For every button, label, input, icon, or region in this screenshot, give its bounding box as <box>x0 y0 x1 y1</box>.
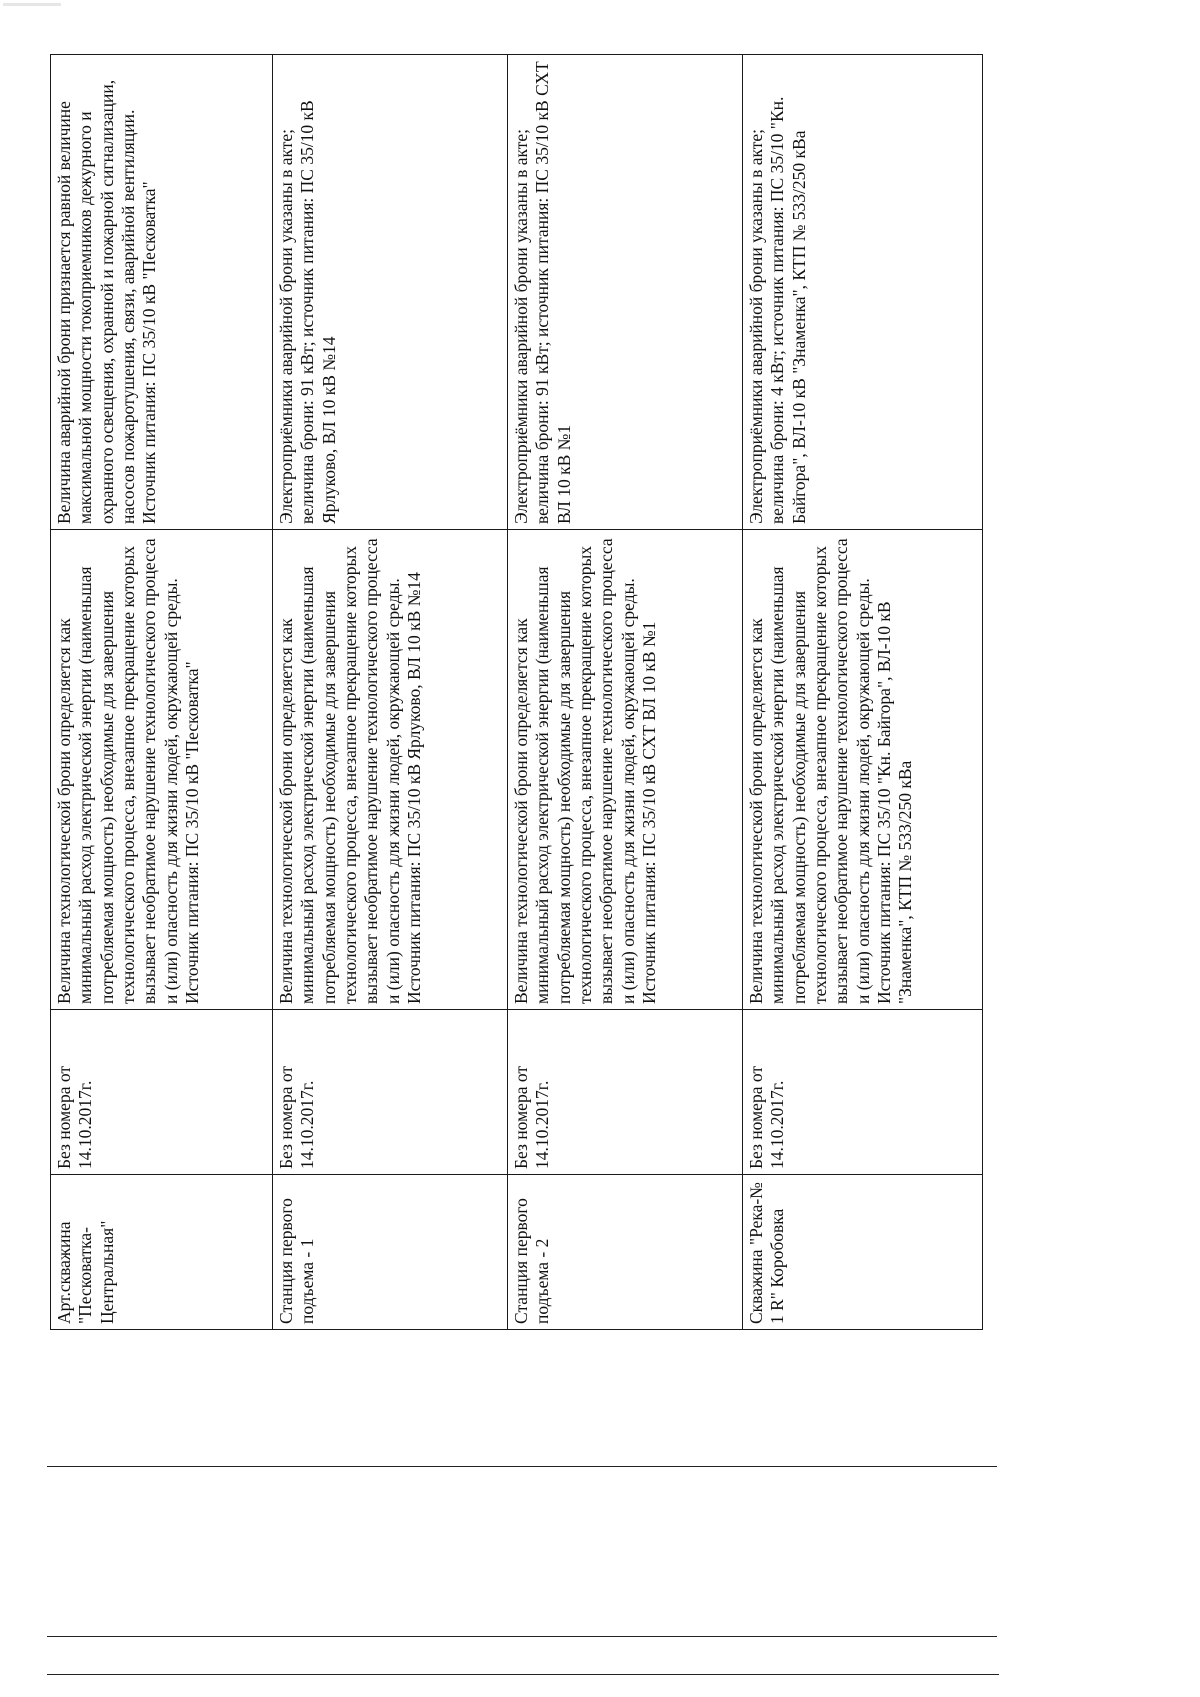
technological-reserve-cell: Величина технологической брони определяется как минимальный расход электрической энергии (наименьшая потребляемая мощность) необходимые для завершения технологического процесса, внезапное прекращение которых вызывает необратимое нарушение технологического процесса и (или) опасность для жизни людей, окружающей среды. Источник питания: ПС 35/10 кВ Ярлуково, ВЛ 10 кВ №14 <box>273 530 508 1010</box>
signature-line <box>47 1674 999 1675</box>
act-cell: Без номера от 14.10.2017г. <box>273 1010 508 1175</box>
emergency-reserve-cell: Электроприёмники аварийной брони указаны в акте; величина брони: 4 кВт; источник питания: ПС 35/10 "Кн. Байгора", ВЛ-10 кВ "Знаменка", КТП № 533/250 кВа <box>743 55 983 530</box>
object-cell: Скважина "Река-№ 1 R" Коробовка <box>743 1175 983 1330</box>
object-cell: Станция первого подъема - 2 <box>508 1175 743 1330</box>
table-row <box>273 55 508 1330</box>
scan-corner-mark <box>3 3 61 6</box>
rotated-reserve-table <box>50 55 995 1330</box>
act-cell: Без номера от 14.10.2017г. <box>743 1010 983 1175</box>
emergency-reserve-cell: Электроприёмники аварийной брони указаны в акте; величина брони: 91 кВт; источник питания: ПС 35/10 кВ СХТ ВЛ 10 кВ №1 <box>508 55 743 530</box>
emergency-reserve-cell: Электроприёмники аварийной брони указаны в акте; величина брони: 91 кВт; источник питания: ПС 35/10 кВ Ярлуково, ВЛ 10 кВ №14 <box>273 55 508 530</box>
table-row <box>51 55 273 1330</box>
technological-reserve-cell: Величина технологической брони определяется как минимальный расход электрической энергии (наименьшая потребляемая мощность) необходимые для завершения технологического процесса, внезапное прекращение которых вызывает необратимое нарушение технологического процесса и (или) опасность для жизни людей, окружающей среды. Источник питания: ПС 35/10 кВ СХТ ВЛ 10 кВ №1 <box>508 530 743 1010</box>
emergency-reserve-cell: Величина аварийной брони признается равной величине максимальной мощности токоприемников дежурного и охранного освещения, охранной и пожарной сигнализации, насосов пожаротушения, связи, аварийной вентиляции. Источник питания: ПС 35/10 кВ "Песковатка" <box>51 55 273 530</box>
table-row <box>508 55 743 1330</box>
object-cell: Арт.скважина "Песковатка-Центральная" <box>51 1175 273 1330</box>
act-cell: Без номера от 14.10.2017г. <box>51 1010 273 1175</box>
technological-reserve-cell: Величина технологической брони определяется как минимальный расход электрической энергии (наименьшая потребляемая мощность) необходимые для завершения технологического процесса, внезапное прекращение которых вызывает необратимое нарушение технологического процесса и (или) опасность для жизни людей, окружающей среды. Источник питания: ПС 35/10 "Кн. Байгора", ВЛ-10 кВ "Знаменка", КТП № 533/250 кВа <box>743 530 983 1010</box>
signature-line <box>47 1466 997 1467</box>
table-row <box>743 55 983 1330</box>
power-reserve-table <box>50 54 983 1330</box>
act-cell: Без номера от 14.10.2017г. <box>508 1010 743 1175</box>
object-cell: Станция первого подъема - 1 <box>273 1175 508 1330</box>
signature-line <box>47 1636 997 1637</box>
technological-reserve-cell: Величина технологической брони определяется как минимальный расход электрической энергии (наименьшая потребляемая мощность) необходимые для завершения технологического процесса, внезапное прекращение которых вызывает необратимое нарушение технологического процесса и (или) опасность для жизни людей, окружающей среды. Источник питания: ПС 35/10 кВ "Песковатка" <box>51 530 273 1010</box>
